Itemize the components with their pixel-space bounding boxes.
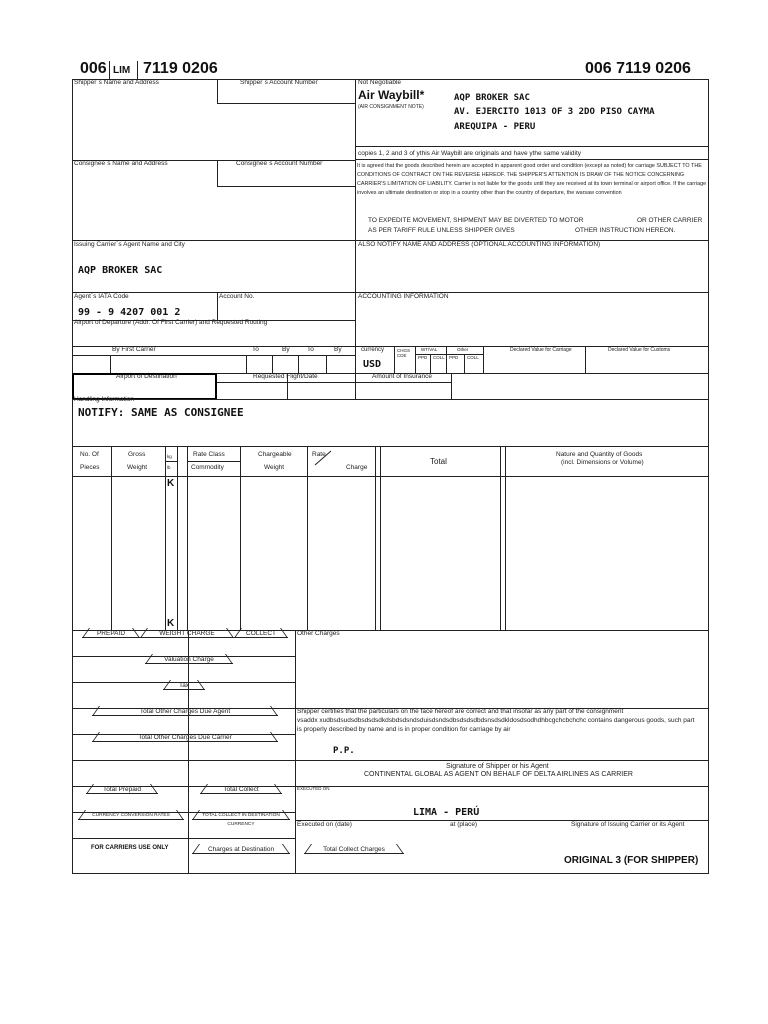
other-ppd: PPD — [449, 355, 459, 360]
pieces-label-2: Pieces — [80, 464, 100, 471]
certification-line3: is properly described by name and is in proper condition for carriage by air — [297, 726, 511, 733]
agent-iata-code: 99 - 9 4207 001 2 — [78, 307, 181, 318]
issuer-address-line1: AV. EJERCITO 1013 OF 3 2DO PISO CAYMA — [454, 107, 655, 117]
insurance-label: Amount of Insurance — [372, 373, 432, 380]
carrier-signature-label: Signature of Issuing Carrier or its Agent — [571, 821, 685, 828]
wt-val-label: WT/VAL — [421, 347, 438, 352]
certification-line2: vsaddx xudbsdsudsdbsdsdsdkdsbdsdsndsduisdsndsdbsdsdsdbdsnsdsdkldosdsodhdhbcgchcbchchc contains dangerous goods, such part — [297, 717, 695, 724]
wt-val-coll: COLL — [433, 355, 445, 360]
chargeable-label-1: Chargeable — [258, 451, 292, 458]
executed-on-top-label: EXECUTED ON — [297, 786, 330, 791]
to-label-1: To — [252, 346, 259, 353]
issuer-address-line2: AREQUIPA - PERU — [454, 122, 536, 132]
by-first-carrier-label: By First Carrier — [112, 346, 156, 353]
agent-name-label: Issuing Carrier´s Agent Name and City — [74, 241, 185, 248]
declared-carriage-label: Declared Value for Carriage — [510, 347, 572, 353]
pieces-label-1: No. Of — [80, 451, 99, 458]
carrier-agent-line: CONTINENTAL GLOBAL AS AGENT ON BEHALF OF DELTA AIRLINES AS CARRIER — [364, 771, 633, 778]
tax-tab: Tax — [163, 681, 205, 690]
kg-code-top: K — [167, 478, 175, 489]
gross-label-1: Gross — [128, 451, 146, 458]
other-label: Other — [457, 347, 469, 352]
agent-iata-label: Agent´s IATA Code — [74, 293, 129, 300]
due-agent-tab: Total Other Charges Due Agent — [92, 707, 278, 716]
by-label-1: By — [282, 346, 290, 353]
declared-customs-label: Declared Value for Customs — [608, 347, 671, 353]
original-copy-label: ORIGINAL 3 (FOR SHIPPER) — [564, 855, 699, 866]
conditions-of-contract: It is agreed that the goods described herein are accepted in apparent good order and condition (except as noted) for carriage SUBJECT TO THE CONDITIONS OF CONTRACT ON THE REVERSE HEREOF. THE SHIPPER'S ATTENTION IS DRAW OF THE NOTICE CONCERNING CARRIER'S LIMITATION OF LIABILITY. Carrier is not liable for the goods until they are received at its town terminal or airport office. If the carriage involves an ultimate destination or stop in a country other than the country of departure, the warsaw convention — [357, 163, 707, 196]
departure-label: Airport of Departure (Addr. Of First Carrier) and Requested Routing — [74, 319, 268, 326]
kg-label: kg — [167, 454, 172, 459]
executed-place: LIMA - PERÚ — [413, 807, 480, 818]
charge-label: Charge — [346, 464, 368, 471]
carriers-use-label: FOR CARRIERS USE ONLY — [91, 845, 169, 851]
executed-on-label: Executed on (date) — [297, 821, 352, 828]
destination-currency-tab: TOTAL COLLECT IN DESTINATION CURRENCY — [192, 811, 290, 820]
due-carrier-tab: Total Other Charges Due Carrier — [92, 733, 278, 742]
total-collect-tab: Total Collect — [200, 785, 282, 794]
expedite-line4: OTHER INSTRUCTION HEREON. — [575, 227, 676, 234]
also-notify-label: ALSO NOTIFY NAME AND ADDRESS (OPTIONAL ACCOUNTING INFORMATION) — [358, 241, 601, 248]
at-place-label: at (place) — [450, 821, 478, 828]
prepaid-tab: PREPAID — [82, 629, 140, 638]
rate-class-label: Rate Class — [193, 451, 225, 458]
nature-label-2: (incl. Dimensions or Volume) — [561, 459, 644, 466]
copies-note: copies 1, 2 and 3 of ythis Air Waybill are originals and have ythe same validity — [358, 150, 582, 157]
commodity-label: Commodity — [191, 464, 224, 471]
accounting-information-label: ACCOUNTING INFORMATION — [358, 293, 449, 300]
nature-label-1: Nature and Quantity of Goods — [556, 451, 643, 458]
gross-label-2: Weight — [127, 464, 148, 471]
awb-serial: 7119 0206 — [143, 60, 218, 77]
rate-label: Rate — [312, 451, 326, 458]
shipper-account-label: Shipper´s Account Number — [240, 79, 318, 86]
other-coll: COLL — [467, 355, 479, 360]
expedite-line2: OR OTHER CARRIER — [637, 217, 703, 224]
awb-origin: LIM — [113, 65, 131, 76]
kg-code-bottom: K — [167, 618, 175, 629]
weight-charge-tab: WEIGHT CHARGE — [140, 629, 234, 638]
handling-text: NOTIFY: SAME AS CONSIGNEE — [78, 406, 244, 419]
destination-label: Airport of Destination — [116, 373, 177, 380]
air-waybill-title: Air Waybill* — [358, 88, 425, 102]
currency-conversion-tab: CURRENCY CONVERSION RATES — [78, 811, 184, 820]
lb-label: lb — [167, 465, 171, 470]
charges-code-label: CHGS CDE — [397, 348, 411, 358]
total-collect-charges-tab: Total Collect Charges — [304, 845, 404, 854]
certification-line1: Shipper certifies that the particulars on the face hereof are correct and that insofar as any part of the consignment — [297, 708, 624, 715]
chargeable-label-2: Weight — [264, 464, 285, 471]
consignee-name-label: Consignee´s Name and Address — [74, 160, 168, 167]
expedite-line3: AS PER TARIFF RULE UNLESS SHIPPER GIVES — [368, 227, 515, 234]
issuer-name: AQP BROKER SAC — [454, 93, 530, 103]
consignee-account-label: Consignee´s Account Number — [236, 160, 323, 167]
flight-date-label: Requested Flight/Date — [253, 373, 318, 380]
awb-number-right: 006 7119 0206 — [585, 60, 691, 77]
to-label-2: To — [307, 346, 314, 353]
by-label-2: By — [334, 346, 342, 353]
shipper-signature: P.P. — [333, 746, 355, 756]
currency-label: currency — [361, 347, 385, 353]
charges-destination-tab: Charges at Destination — [192, 845, 290, 854]
shipper-signature-label: Signature of Shipper or his Agent — [446, 763, 549, 770]
other-charges-label: Other Charges — [297, 630, 340, 637]
awb-prefix: 006 — [80, 60, 107, 77]
not-negotiable-label: Not Negotiable — [358, 79, 401, 86]
account-no-label: Account No. — [219, 293, 255, 300]
expedite-line1: TO EXPEDITE MOVEMENT, SHIPMENT MAY BE DIVERTED TO MOTOR — [368, 217, 584, 224]
total-label: Total — [430, 457, 447, 466]
total-prepaid-tab: Total Prepaid — [86, 785, 158, 794]
air-consignment-note-label: (AIR CONSIGNMENT NOTE) — [358, 104, 424, 110]
shipper-name-label: Shipper´s Name and Address — [74, 79, 159, 86]
collect-tab: COLLECT — [234, 629, 288, 638]
agent-name: AQP BROKER SAC — [78, 265, 163, 276]
wt-val-ppd: PPD — [418, 355, 428, 360]
currency-value: USD — [363, 359, 382, 370]
handling-label: Handling Information — [74, 396, 134, 403]
valuation-charge-tab: Valuation Charge — [145, 655, 233, 664]
